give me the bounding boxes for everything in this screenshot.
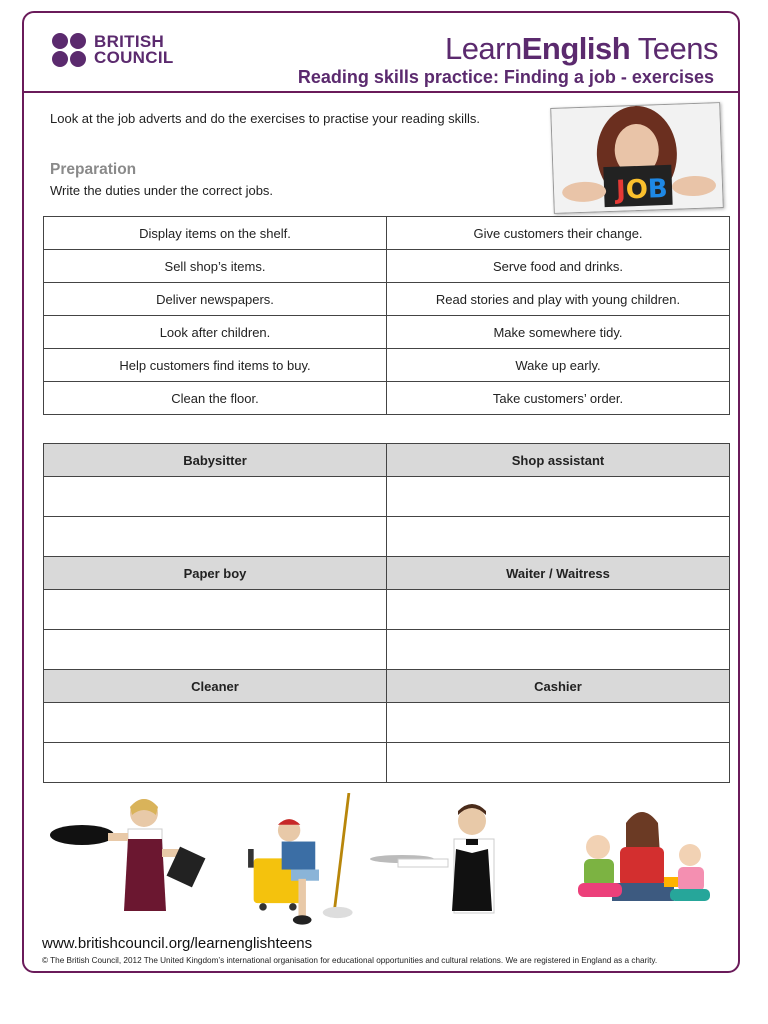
answer-cell[interactable] — [387, 630, 730, 670]
duties-row — [44, 283, 730, 316]
job-photo-word: JOB — [615, 173, 669, 206]
job-header-row — [44, 444, 730, 477]
footer-copyright: © The British Council, 2012 The United Kingdom’s international organisation for educational opportunities and cultural relations. We are registered in England as a charity. — [42, 956, 658, 965]
duty-cell: Wake up early. — [387, 349, 730, 382]
answer-cell[interactable] — [44, 743, 387, 783]
answer-row — [44, 630, 730, 670]
waiter-illustration — [368, 793, 528, 933]
job-heading: Babysitter — [44, 444, 387, 477]
duties-table — [43, 216, 730, 415]
job-header-row — [44, 557, 730, 590]
answer-row — [44, 517, 730, 557]
duty-cell: Look after children. — [44, 316, 387, 349]
answer-row — [44, 743, 730, 783]
duty-cell: Make somewhere tidy. — [387, 316, 730, 349]
duty-cell: Serve food and drinks. — [387, 250, 730, 283]
answer-cell[interactable] — [387, 517, 730, 557]
duties-row — [44, 349, 730, 382]
answer-cell[interactable] — [44, 477, 387, 517]
intro-text: Look at the job adverts and do the exercises to practise your reading skills. — [50, 111, 480, 126]
answer-cell[interactable] — [387, 477, 730, 517]
preparation-instruction: Write the duties under the correct jobs. — [50, 183, 274, 198]
duties-row — [44, 316, 730, 349]
duties-row — [44, 250, 730, 283]
duty-cell: Take customers’ order. — [387, 382, 730, 415]
duty-cell: Help customers find items to buy. — [44, 349, 387, 382]
worksheet-page — [22, 11, 740, 973]
footer-url[interactable]: www.britishcouncil.org/learnenglishteens — [42, 935, 313, 952]
job-header-row — [44, 670, 730, 703]
preparation-heading: Preparation — [50, 161, 137, 178]
job-heading: Cleaner — [44, 670, 387, 703]
babysitter-illustration — [554, 793, 714, 933]
duty-cell: Deliver newspapers. — [44, 283, 387, 316]
brand-teens: Teens — [637, 31, 718, 66]
jobs-table — [43, 443, 730, 783]
duty-cell: Read stories and play with young children. — [387, 283, 730, 316]
answer-cell[interactable] — [44, 703, 387, 743]
cleaner-illustration — [240, 793, 370, 933]
duty-cell: Sell shop’s items. — [44, 250, 387, 283]
duties-row — [44, 382, 730, 415]
answer-cell[interactable] — [387, 703, 730, 743]
answer-cell[interactable] — [387, 743, 730, 783]
answer-cell[interactable] — [387, 590, 730, 630]
logo-line-2: COUNCIL — [94, 48, 174, 67]
answer-cell[interactable] — [44, 517, 387, 557]
job-heading: Waiter / Waitress — [387, 557, 730, 590]
brand-english: English — [521, 31, 631, 66]
duty-cell: Display items on the shelf. — [44, 217, 387, 250]
duty-cell: Clean the floor. — [44, 382, 387, 415]
brand-learn: Learn — [444, 31, 522, 66]
job-heading: Shop assistant — [387, 444, 730, 477]
duties-row — [44, 217, 730, 250]
job-photo — [550, 102, 724, 214]
page-title: Reading skills practice: Finding a job - exercises — [297, 67, 714, 87]
logo-dots-icon — [52, 33, 86, 67]
duty-cell: Give customers their change. — [387, 217, 730, 250]
british-council-logo — [52, 33, 174, 67]
learnenglish-teens-brand — [445, 31, 718, 67]
job-heading: Cashier — [387, 670, 730, 703]
answer-cell[interactable] — [44, 590, 387, 630]
logo-line-1: BRITISH — [94, 32, 165, 51]
answer-row — [44, 477, 730, 517]
answer-cell[interactable] — [44, 630, 387, 670]
header-divider — [24, 91, 738, 93]
answer-row — [44, 703, 730, 743]
job-heading: Paper boy — [44, 557, 387, 590]
answer-row — [44, 590, 730, 630]
waitress-illustration — [44, 793, 214, 933]
